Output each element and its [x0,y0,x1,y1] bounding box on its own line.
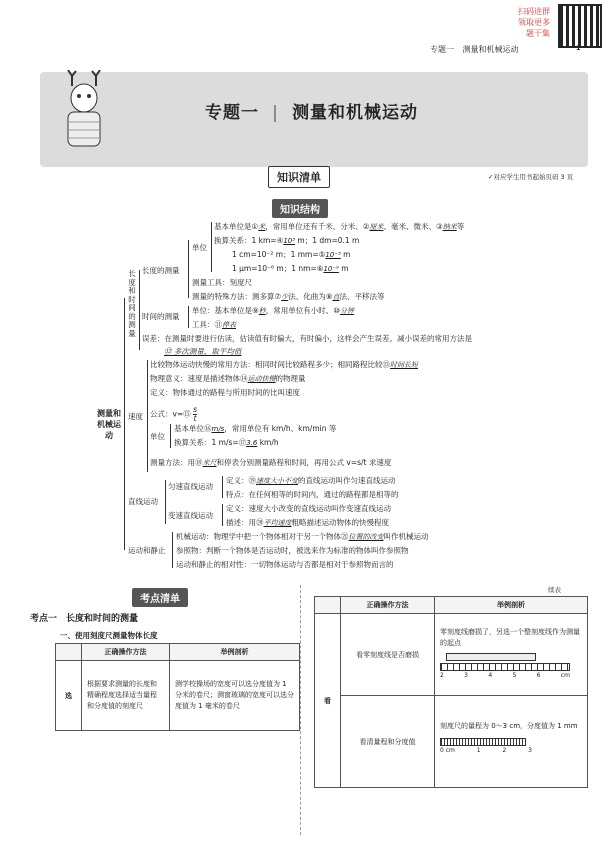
t: 、毫米、微米、③ [383,222,443,231]
tick-label: 0 cm [440,747,455,754]
range-ruler-figure [440,736,582,762]
linear-motion-label: 直线运动 [128,497,158,506]
title-prefix: 专题一 [205,103,259,123]
t: 和停表分别测量路程和时间，再用公式 v=s/t 求速度 [216,458,392,467]
tick-label: 2 [440,671,444,679]
page-reference-note [488,172,573,181]
t: 工具：⑪ [192,320,222,329]
error-line: 误差：在测量时要进行估读，估读值有时偏大，有时偏小，这样会产生误差。减小误差的常用方法是 [142,334,472,343]
tick-label: 6 [536,671,541,679]
t: 1 μm=10⁻⁶ m；1 nm=⑥ [232,264,324,273]
t: 物理意义：速度是描述物体⑭ [150,374,248,383]
t: 叫作机械运动 [383,532,429,541]
table-cell: 测学校操场的宽度可以选分度值为 1 分米的卷尺；测窗玻璃的宽度可以选分度值为 1 毫米的卷尺 [169,661,299,731]
t: 粗略描述运动物体的快慢程度 [291,518,389,527]
time-measure-label: 时间的测量 [142,312,180,321]
speed-compare [150,360,418,370]
answer-2: 厘米 [369,223,384,231]
t: m [338,264,349,273]
frac-top: s [193,405,198,414]
table-header: 正确操作方法 [82,644,170,661]
reference-object: 参照物：判断一个物体是否运动时，被选来作为标准的物体叫作参照物 [176,546,409,555]
table-header-row [56,644,300,661]
t: m；1 dm=0.1 m [295,236,360,245]
length-bracket [188,240,189,298]
t: 测量方法：用⑱ [150,458,203,467]
tick-label: 3 [528,747,532,754]
speed-definition: 定义：物体通过的路程与所用时间的比叫速度 [150,388,300,397]
speed-unit-label: 单位 [150,432,165,441]
table-header [56,644,82,661]
conversion-1 [214,236,359,246]
tick-label: 4 [488,671,493,679]
speed-label: 速度 [128,412,143,421]
t: m [340,250,351,259]
answer-12: ⑫ 多次测量，取平均值 [164,347,242,356]
table-header: 举例剖析 [169,644,299,661]
t: 换算关系：1 km=④ [214,236,284,245]
table-cell: 根据要求测量的长度和精确程度选择适当量程和分度值的刻度尺 [82,661,170,731]
t: 比较物体运动快慢的常用方法：相同时间比较路程多少；相同路程比较⑬ [150,360,390,369]
variable-label: 变速直线运动 [168,511,213,520]
variable-definition: 定义：速度大小改变的直线运动叫作变速直线运动 [226,504,391,513]
header-subject: 测量和机械运动 [462,45,519,54]
uniform-label: 匀速直线运动 [168,482,213,491]
t: 的直线运动叫作匀速直线运动 [298,476,396,485]
left-method-table [55,643,300,731]
ref-note-text: 对应学生用书起始页码 3 页 [493,173,574,181]
corner-promo [518,6,550,39]
answer-21: 位置的改变 [348,533,384,541]
t: 机械运动：物理学中把一个物体相对于另一个物体㉑ [176,532,349,541]
speed-bracket [147,360,148,472]
table-header [315,597,341,614]
deer-mascot-icon [58,70,110,150]
promo-line: 领取更多 [518,18,550,27]
t: ，常用单位还有千米、分米、② [265,222,370,231]
t: 换算关系：1 m/s=⑰ [174,438,247,447]
tick-label: 5 [512,671,517,679]
speed-method [150,458,391,468]
t: ，常用单位有小时、⑩ [265,306,340,315]
t: 基本单位是① [214,222,259,231]
answer-6: 10⁻⁹ [323,265,339,273]
speed-formula [150,406,197,423]
row-label: 选 [56,661,82,731]
time-unit [192,306,354,316]
conversion-2 [232,250,350,260]
t: 定义：⑲ [226,476,256,485]
table-header-row [315,597,588,614]
knowledge-structure-tag: 知识结构 [272,199,328,218]
table-header: 举例剖析 [435,597,588,614]
exam-point-title: 考点一 长度和时间的测量 [30,614,139,624]
answer-10: 分钟 [339,307,354,315]
root-bracket [124,298,125,550]
t: 1 cm=10⁻² m；1 mm=⑤ [232,250,326,259]
table-cell-example [435,614,588,696]
motion-bracket [172,532,173,568]
page-number: 1 [576,44,581,52]
motion-rest-label: 运动和静止 [128,546,166,555]
time-bracket [188,306,189,328]
answer-19: 速度大小不变 [256,477,298,485]
answer-16: m/s [211,425,225,433]
exam-list-tag: 考点清单 [132,588,188,607]
qr-code-icon [558,4,602,48]
conversion-3 [232,264,349,274]
linear-bracket [165,480,166,524]
tick-label: 3 [464,671,468,679]
answer-3: 纳米 [442,223,457,231]
speed-meaning [150,374,306,384]
table-row [315,696,588,788]
answer-18: 米尺 [202,459,217,467]
answer-13: 时间长短 [390,361,418,369]
time-tool [192,320,236,330]
t: 的物理量 [275,374,306,383]
promo-line: 扫码进群 [518,7,550,16]
branch-bracket [139,270,140,350]
t: 测量的特殊方法：测多算⑦ [192,292,282,301]
table-row [56,661,300,731]
t: 单位：基本单位是⑨ [192,306,259,315]
table-cell: 看清量程和分度值 [341,696,435,788]
t: 法、平移法等 [339,292,385,301]
t: 基本单位⑯ [174,424,212,433]
knowledge-list-tag: 知识清单 [268,166,330,188]
answer-8: 直 [332,293,340,301]
length-base-unit [214,222,464,232]
column-divider [300,585,301,835]
tool-line: 测量工具：刻度尺 [192,278,252,287]
unit-bracket [211,222,212,272]
answer-17: 3.6 [246,439,258,447]
tick-label: 2 [502,747,507,754]
answer-1: 米 [258,223,266,231]
t: km/h [257,438,279,447]
answer-9: 秒 [258,307,266,315]
title-divider: | [271,103,280,123]
formula-fraction [193,406,197,423]
variable-bracket [222,504,223,526]
answer-4: 10³ [283,237,296,245]
example-text: 零刻度线磨损了，另选一个整刻度线作为测量的起点 [440,627,580,647]
tick-label: cm [560,671,570,679]
answer-11: 停表 [222,321,236,329]
ruler-tick-labels [440,747,532,754]
right-method-table [314,596,588,788]
promo-line: 题干集 [526,29,550,38]
branch-length-time: 长度和时间的测量 [128,269,136,338]
tree-root [96,408,122,441]
t: 法、化曲为⑧ [288,292,333,301]
running-header [430,44,519,55]
ruler-icon [440,738,526,746]
special-method [192,292,384,302]
measured-object [446,653,536,661]
t: ，常用单位有 km/h、km/min 等 [224,424,337,433]
speed-unit-base [174,424,336,434]
t: 描述：用⑳ [226,518,264,527]
root-label: 测量和机械运动 [97,409,121,440]
answer-20: 平均速度 [263,519,292,527]
page-title [205,98,418,123]
mechanical-motion [176,532,429,542]
header-chapter: 专题一 [430,45,454,54]
tick-label: 1 [476,747,481,754]
answer-14: 运动快慢 [247,375,276,383]
answer-5: 10⁻³ [325,251,341,259]
unit-label: 单位 [192,243,207,252]
frac-bottom: t [193,414,197,423]
length-measure-label: 长度的测量 [142,266,180,275]
t: 公式：v=⑮ [150,409,191,419]
ruler-tick-labels [440,672,570,679]
uniform-feature: 特点：在任何相等的时间内，通过的路程都是相等的 [226,490,399,499]
sub-section-title: 一、使用刻度尺测量物体长度 [60,631,158,640]
worn-ruler-figure [440,653,582,683]
table-header: 正确操作方法 [341,597,435,614]
speed-unit-bracket [170,424,171,448]
title-main: 测量和机械运动 [292,103,419,123]
continued-label: 续表 [548,586,561,594]
table-cell-example [435,696,588,788]
example-text: 刻度尺的量程为 0～3 cm，分度值为 1 mm [440,722,578,730]
uniform-bracket [222,476,223,498]
table-row [315,614,588,696]
uniform-definition [226,476,396,486]
relativity: 运动和静止的相对性：一切物体运动与否都是相对于参照物而言的 [176,560,394,569]
answer-7: 少 [281,293,289,301]
variable-description [226,518,389,528]
ruler-icon [440,663,570,671]
check-icon: ✓ [488,173,494,181]
t: 等 [456,222,465,231]
speed-unit-conv [174,438,279,448]
table-cell: 看零刻度线是否磨损 [341,614,435,696]
row-label: 看 [315,614,341,788]
